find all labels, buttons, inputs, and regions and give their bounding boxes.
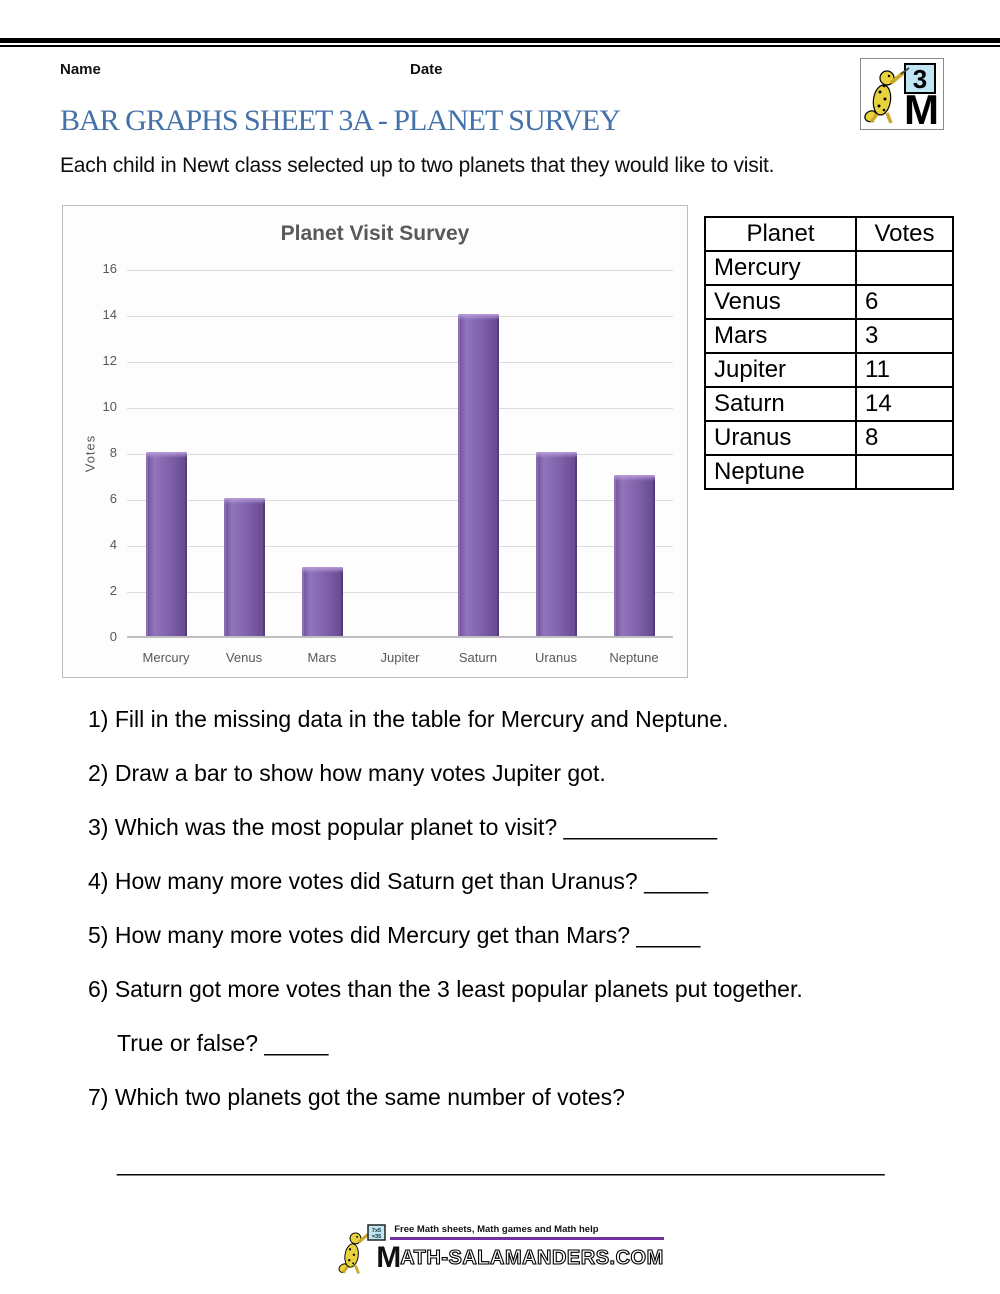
y-tick-label: 2	[109, 583, 117, 598]
question-item: 3) Which was the most popular planet to visit? ____________	[88, 814, 718, 840]
y-tick-label: 10	[102, 399, 117, 414]
table-cell-votes: 8	[856, 421, 953, 455]
question-item: ____________________________________________________________	[117, 1150, 885, 1176]
x-axis-label: Jupiter	[380, 650, 420, 665]
question-item: 1) Fill in the missing data in the table for Mercury and Neptune.	[88, 706, 729, 732]
x-axis-label: Neptune	[609, 650, 659, 665]
table-cell-votes: 3	[856, 319, 953, 353]
question-item: 2) Draw a bar to show how many votes Jupiter got.	[88, 760, 606, 786]
table-cell-votes	[856, 455, 953, 489]
x-axis-label: Mercury	[142, 650, 190, 665]
x-axis-label: Mars	[307, 650, 337, 665]
footer-wordmark-rest: ATH-SALAMANDERS.COM	[400, 1247, 664, 1269]
questions	[88, 704, 978, 1202]
badge-grade-number: 3	[912, 64, 928, 94]
table-cell-planet: Uranus	[705, 421, 856, 455]
y-tick-label: 8	[109, 445, 117, 460]
y-tick-label: 6	[109, 491, 117, 506]
table-header-votes: Votes	[856, 217, 953, 251]
chart-gridline	[127, 316, 673, 317]
chart-gridline	[127, 592, 673, 593]
table-cell-votes: 11	[856, 353, 953, 387]
footer	[0, 1222, 1000, 1275]
bar-chart	[62, 205, 688, 678]
table-cell-votes	[856, 251, 953, 285]
question-item: 7) Which two planets got the same number of votes?	[88, 1084, 625, 1110]
x-axis-label: Venus	[225, 650, 263, 665]
table-row-mercury	[705, 251, 953, 285]
table-row-jupiter	[705, 353, 953, 387]
date-field-label: Date	[410, 61, 443, 78]
bar-saturn	[458, 314, 499, 636]
table-cell-votes: 14	[856, 387, 953, 421]
y-tick-label: 14	[102, 307, 117, 322]
table-cell-planet: Venus	[705, 285, 856, 319]
bar-neptune	[614, 475, 655, 636]
table-row-venus	[705, 285, 953, 319]
page-title: BAR GRAPHS SHEET 3A - PLANET SURVEY	[60, 104, 620, 137]
footer-purple-rule	[390, 1237, 664, 1240]
table-cell-planet: Neptune	[705, 455, 856, 489]
footer-wordmark-m: M	[376, 1241, 401, 1274]
chart-gridline	[127, 546, 673, 547]
table-row-uranus	[705, 421, 953, 455]
survey-table	[704, 216, 954, 490]
bar-mars	[302, 567, 343, 636]
footer-tagline: Free Math sheets, Math games and Math help	[394, 1224, 599, 1235]
chart-gridline	[127, 362, 673, 363]
table-row-neptune	[705, 455, 953, 489]
chart-title: Planet Visit Survey	[280, 222, 470, 245]
name-field-label: Name	[60, 61, 101, 78]
table-cell-planet: Saturn	[705, 387, 856, 421]
chart-gridline	[127, 270, 673, 271]
table-header-planet: Planet	[705, 217, 856, 251]
table-cell-planet: Mercury	[705, 251, 856, 285]
table-row-mars	[705, 319, 953, 353]
y-tick-label: 16	[102, 261, 117, 276]
badge-m-letter: M	[904, 86, 939, 130]
footer-board-line1: 7x5	[372, 1228, 382, 1234]
y-tick-label: 0	[109, 629, 117, 644]
footer-logo	[336, 1222, 664, 1275]
question-item: 5) How many more votes did Mercury get than Mars? _____	[88, 922, 701, 948]
chart-plot	[127, 270, 673, 638]
question-item: True or false? _____	[117, 1030, 329, 1056]
table-cell-planet: Mars	[705, 319, 856, 353]
bar-uranus	[536, 452, 577, 636]
table-cell-votes: 6	[856, 285, 953, 319]
top-border-rule	[0, 38, 1000, 47]
footer-board-line2: =35	[372, 1234, 382, 1240]
chart-gridline	[127, 408, 673, 409]
page-subtitle: Each child in Newt class selected up to two planets that they would like to visit.	[60, 154, 775, 177]
table-cell-planet: Jupiter	[705, 353, 856, 387]
x-axis-label: Saturn	[458, 650, 498, 665]
y-axis-title: Votes	[82, 434, 98, 473]
chart-gridline	[127, 454, 673, 455]
question-item: 6) Saturn got more votes than the 3 least popular planets put together.	[88, 976, 803, 1002]
x-axis-label: Uranus	[535, 650, 577, 665]
table-header-row	[705, 217, 953, 251]
bar-mercury	[146, 452, 187, 636]
footer-wordmark	[376, 1241, 664, 1275]
bar-venus	[224, 498, 265, 636]
question-item: 4) How many more votes did Saturn get than Uranus? _____	[88, 868, 709, 894]
table-row-saturn	[705, 387, 953, 421]
y-tick-label: 4	[109, 537, 117, 552]
chart-gridline	[127, 500, 673, 501]
y-tick-label: 12	[102, 353, 117, 368]
survey-table-wrap	[704, 216, 954, 490]
